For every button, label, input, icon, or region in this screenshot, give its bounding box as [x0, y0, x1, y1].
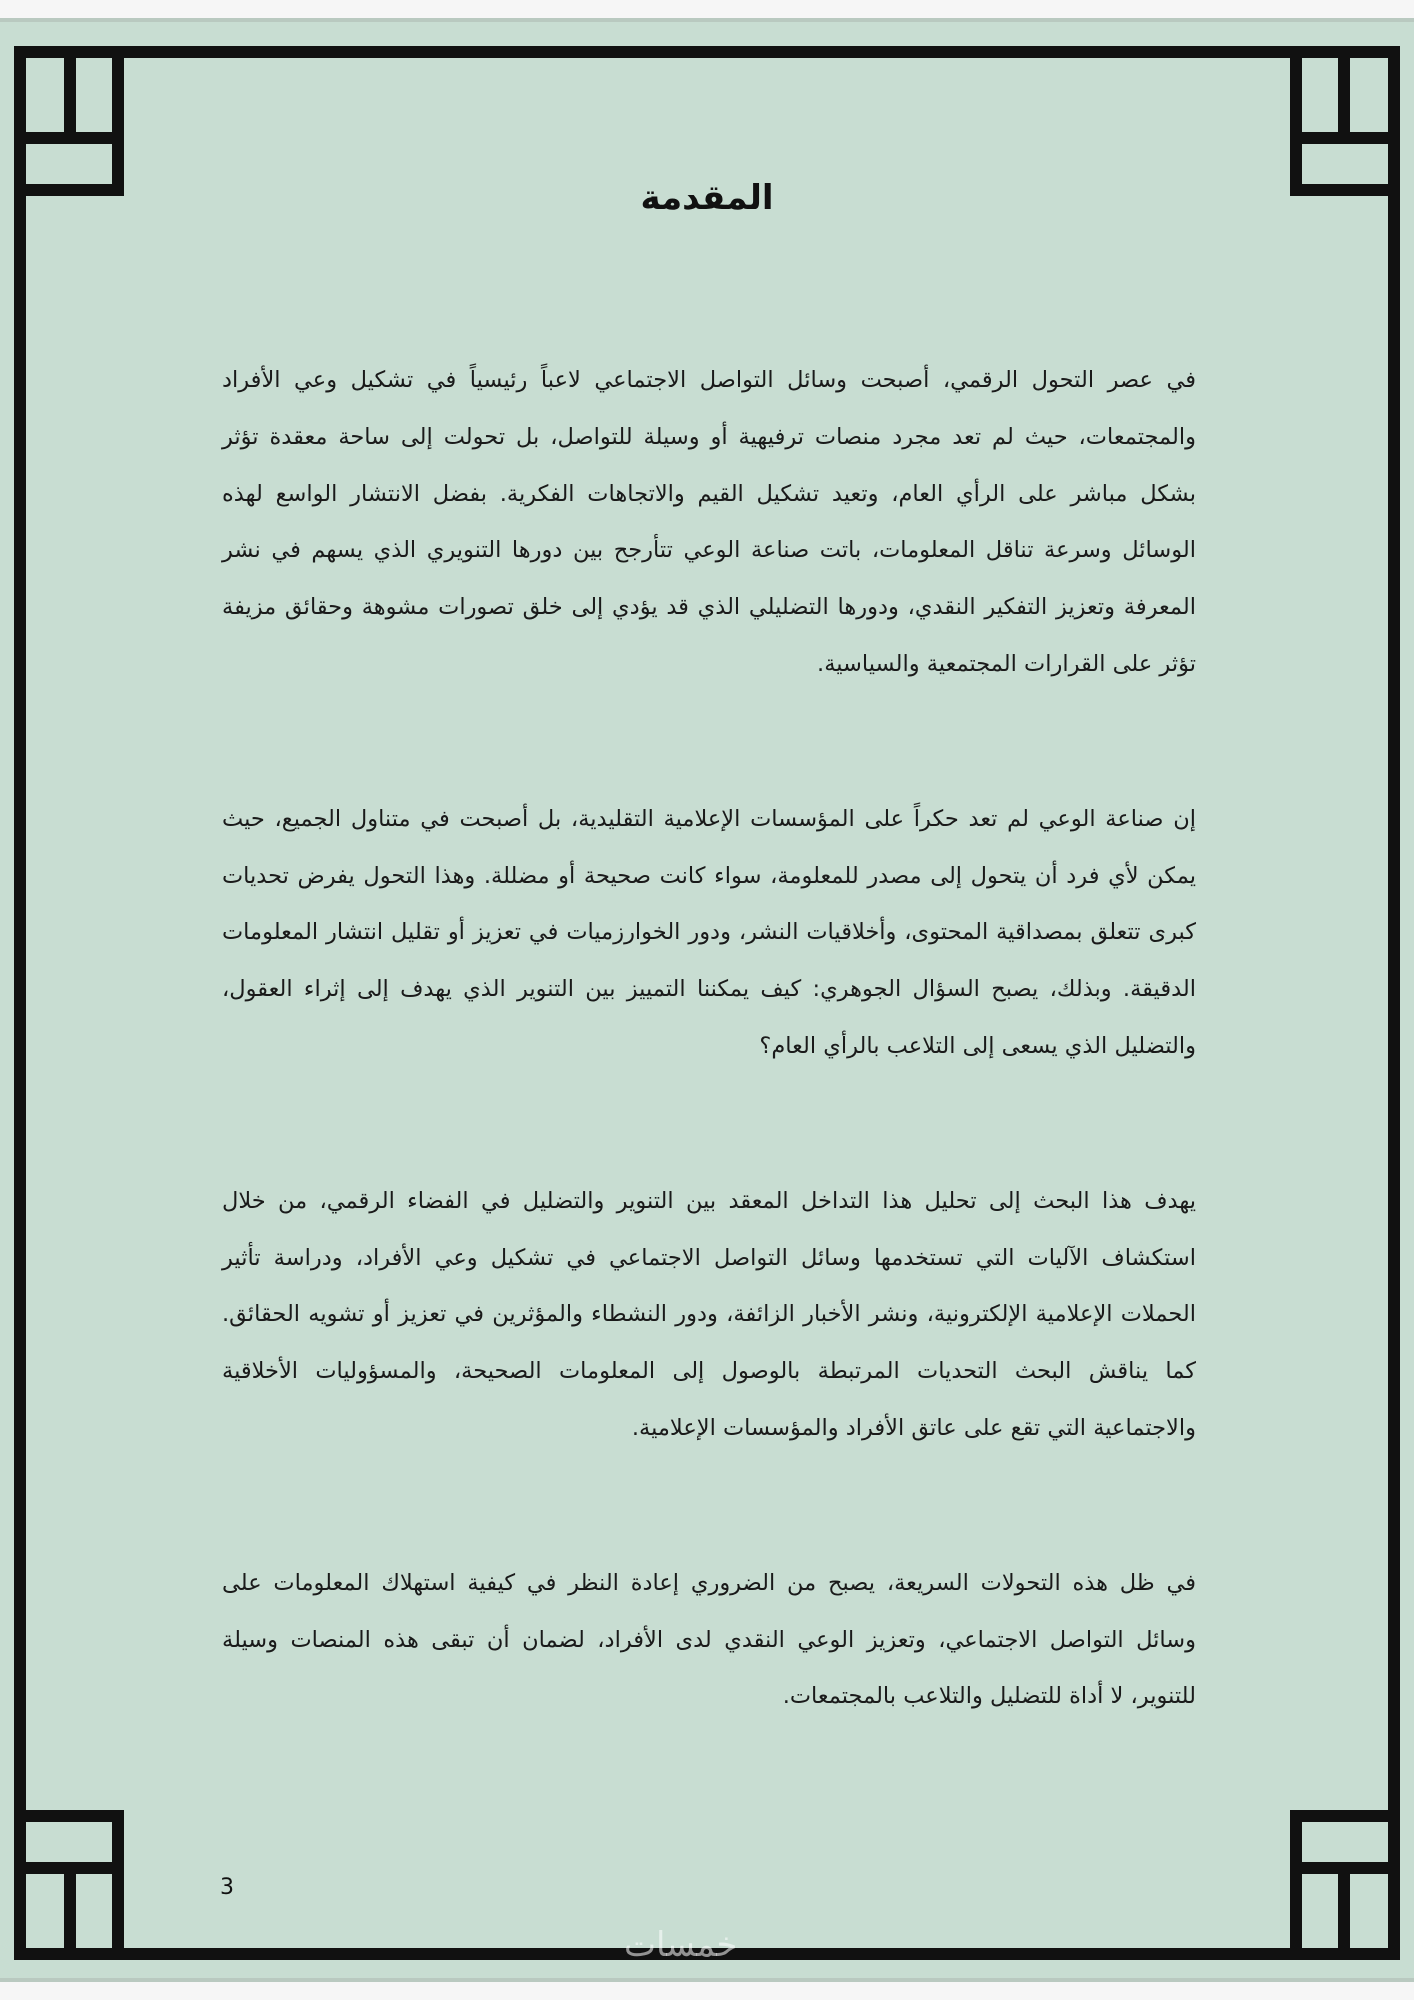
paragraph-3: يهدف هذا البحث إلى تحليل هذا التداخل المعقد بين التنوير والتضليل في الفضاء الرقمي، من خلال استكشاف الآليات التي تستخدمها وسائل التواصل الاجتماعي في تشكيل وعي الأفراد، ودراسة تأثير الحملات الإعلامية الإلكترونية، ونشر الأخبار الزائفة، ودور النشطاء والمؤثرين في تعزيز أو تشويه الحقائق. كما يناقش البحث التحديات المرتبطة بالوصول إلى المعلومات الصحيحة، والمسؤوليات الأخلاقية والاجتماعية التي تقع على عاتق الأفراد والمؤسسات الإعلامية. [222, 1187, 1196, 1441]
page-title: المقدمة [640, 178, 774, 218]
paragraph-2: إن صناعة الوعي لم تعد حكراً على المؤسسات الإعلامية التقليدية، بل أصبحت في متناول الجميع، حيث يمكن لأي فرد أن يتحول إلى مصدر للمعلومة، سواء كانت صحيحة أو مضللة. وهذا التحول يفرض تحديات كبرى تتعلق بمصداقية المحتوى، وأخلاقيات النشر، ودور الخوارزميات في تعزيز أو تقليل انتشار المعلومات الدقيقة. وبذلك، يصبح السؤال الجوهري: كيف يمكننا التمييز بين التنوير الذي يهدف إلى إثراء العقول، والتضليل الذي يسعى إلى التلاعب بالرأي العام؟ [222, 805, 1196, 1059]
paragraph-1: في عصر التحول الرقمي، أصبحت وسائل التواصل الاجتماعي لاعباً رئيسياً في تشكيل وعي الأفراد والمجتمعات، حيث لم تعد مجرد منصات ترفيهية أو وسيلة للتواصل، بل تحولت إلى ساحة معقدة تؤثر بشكل مباشر على الرأي العام، وتعيد تشكيل القيم والاتجاهات الفكرية. بفضل الانتشار الواسع لهذه الوسائل وسرعة تناقل المعلومات، باتت صناعة الوعي تتأرجح بين دورها التنويري الذي يسهم في نشر المعرفة وتعزيز التفكير النقدي، ودورها التضليلي الذي قد يؤدي إلى خلق تصورات مشوهة وحقائق مزيفة تؤثر على القرارات المجتمعية والسياسية. [222, 367, 1196, 677]
body-text [222, 352, 1196, 1725]
watermark: خمسات [624, 1925, 738, 1965]
page-number: 3 [220, 1875, 234, 1900]
paragraph-4: في ظل هذه التحولات السريعة، يصبح من الضروري إعادة النظر في كيفية استهلاك المعلومات على وسائل التواصل الاجتماعي، وتعزيز الوعي النقدي لدى الأفراد، لضمان أن تبقى هذه المنصات وسيلة للتنوير، لا أداة للتضليل والتلاعب بالمجتمعات. [222, 1569, 1196, 1710]
